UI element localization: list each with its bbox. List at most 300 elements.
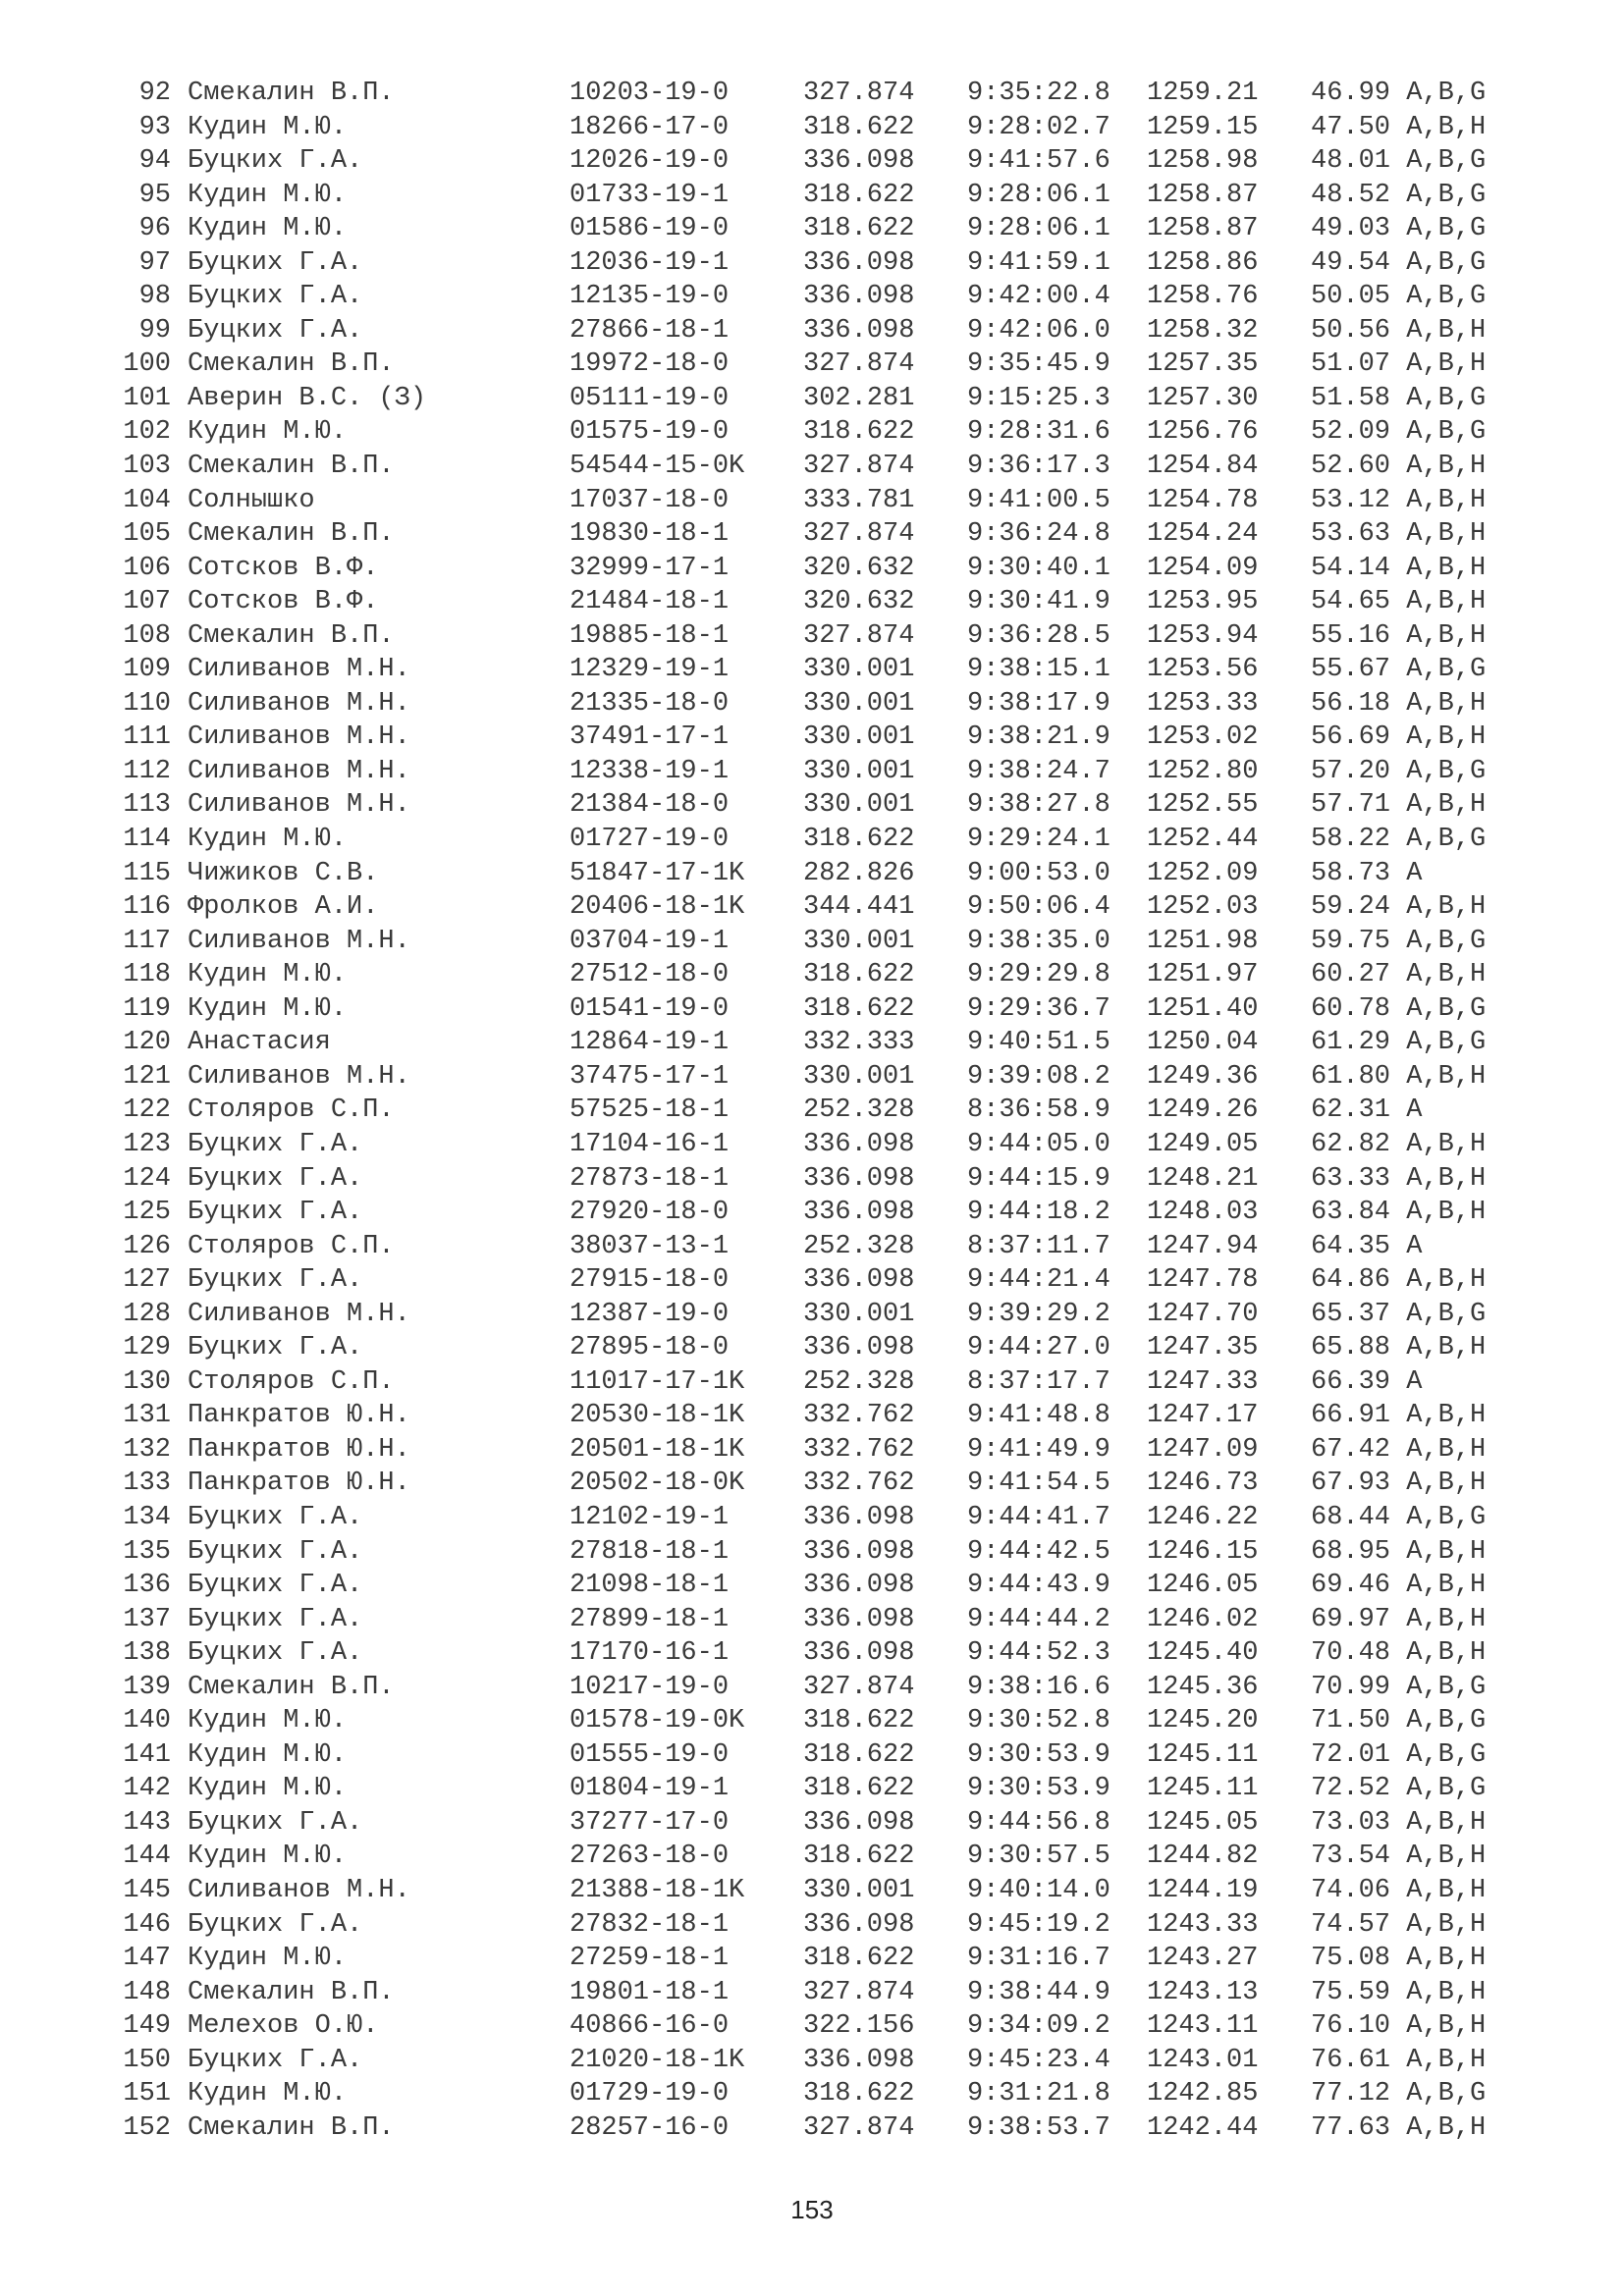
place-cell: 97 (138, 247, 171, 278)
table-row (0, 1467, 1624, 1501)
speed-cell: 1258.87 (1147, 180, 1259, 210)
table-row (0, 653, 1624, 687)
place-cell: 137 (123, 1604, 171, 1634)
table-row (0, 1840, 1624, 1874)
time-cell: 9:38:27.8 (967, 790, 1110, 821)
name-cell: Кудин М.Ю. (188, 417, 348, 448)
time-cell: 9:36:17.3 (967, 452, 1110, 482)
distance-cell: 327.874 (803, 349, 915, 380)
coefficient-cell: 65.88 A,B,H (1311, 1333, 1487, 1363)
time-cell: 9:35:22.8 (967, 79, 1110, 108)
coefficient-cell: 61.80 A,B,H (1311, 1061, 1487, 1092)
name-cell: Смекалин В.П. (188, 1672, 395, 1702)
speed-cell: 1258.76 (1147, 282, 1259, 312)
table-row (0, 1263, 1624, 1298)
place-cell: 106 (123, 553, 171, 583)
name-cell: Силиванов М.Н. (188, 1299, 410, 1329)
speed-cell: 1259.21 (1147, 79, 1259, 108)
place-cell: 123 (123, 1129, 171, 1159)
distance-cell: 327.874 (803, 452, 915, 482)
distance-cell: 327.874 (803, 1672, 915, 1702)
place-cell: 115 (123, 858, 171, 888)
coefficient-cell: 51.58 A,B,G (1311, 383, 1487, 413)
name-cell: Буцких Г.А. (188, 1807, 363, 1838)
place-cell: 136 (123, 1571, 171, 1601)
distance-cell: 336.098 (803, 1333, 915, 1363)
ring-cell: 01586-19-0 (569, 214, 730, 244)
name-cell: Кудин М.Ю. (188, 180, 348, 210)
place-cell: 102 (123, 417, 171, 448)
page-number: 153 (790, 2195, 834, 2224)
place-cell: 101 (123, 383, 171, 413)
distance-cell: 327.874 (803, 620, 915, 651)
distance-cell: 252.328 (803, 1231, 915, 1261)
name-cell: Силиванов М.Н. (188, 722, 410, 753)
ring-cell: 12387-19-0 (569, 1299, 730, 1329)
place-cell: 112 (123, 756, 171, 786)
time-cell: 9:00:53.0 (967, 858, 1110, 888)
speed-cell: 1246.22 (1147, 1502, 1259, 1532)
time-cell: 9:30:41.9 (967, 587, 1110, 617)
ring-cell: 17104-16-1 (569, 1129, 730, 1159)
coefficient-cell: 74.57 A,B,H (1311, 1909, 1487, 1940)
coefficient-cell: 55.67 A,B,G (1311, 655, 1487, 685)
speed-cell: 1245.11 (1147, 1739, 1259, 1770)
name-cell: Буцких Г.А. (188, 1638, 363, 1669)
ring-cell: 17170-16-1 (569, 1638, 730, 1669)
ring-cell: 21484-18-1 (569, 587, 730, 617)
ring-cell: 05111-19-0 (569, 383, 730, 413)
place-cell: 119 (123, 993, 171, 1024)
name-cell: Буцких Г.А. (188, 2045, 363, 2075)
table-row (0, 1704, 1624, 1738)
place-cell: 128 (123, 1299, 171, 1329)
name-cell: Буцких Г.А. (188, 1163, 363, 1194)
coefficient-cell: 47.50 A,B,H (1311, 112, 1487, 142)
table-row (0, 1094, 1624, 1128)
speed-cell: 1254.09 (1147, 553, 1259, 583)
name-cell: Сотсков В.Ф. (188, 587, 379, 617)
table-row (0, 619, 1624, 654)
coefficient-cell: 66.91 A,B,H (1311, 1401, 1487, 1431)
time-cell: 9:44:18.2 (967, 1198, 1110, 1228)
name-cell: Буцких Г.А. (188, 1333, 363, 1363)
time-cell: 9:29:29.8 (967, 960, 1110, 990)
time-cell: 9:44:21.4 (967, 1265, 1110, 1296)
place-cell: 133 (123, 1468, 171, 1499)
name-cell: Смекалин В.П. (188, 452, 395, 482)
table-row (0, 721, 1624, 755)
distance-cell: 327.874 (803, 1977, 915, 2007)
coefficient-cell: 71.50 A,B,G (1311, 1706, 1487, 1736)
time-cell: 9:35:45.9 (967, 349, 1110, 380)
place-cell: 139 (123, 1672, 171, 1702)
coefficient-cell: 73.03 A,B,H (1311, 1807, 1487, 1838)
time-cell: 9:30:40.1 (967, 553, 1110, 583)
speed-cell: 1258.86 (1147, 247, 1259, 278)
distance-cell: 336.098 (803, 1265, 915, 1296)
time-cell: 9:38:35.0 (967, 926, 1110, 956)
place-cell: 94 (138, 146, 171, 177)
table-row (0, 687, 1624, 721)
name-cell: Смекалин В.П. (188, 349, 395, 380)
speed-cell: 1242.85 (1147, 2079, 1259, 2109)
ring-cell: 21384-18-0 (569, 790, 730, 821)
coefficient-cell: 72.52 A,B,G (1311, 1774, 1487, 1804)
ring-cell: 37491-17-1 (569, 722, 730, 753)
ring-cell: 01729-19-0 (569, 2079, 730, 2109)
ring-cell: 40866-16-0 (569, 2011, 730, 2042)
speed-cell: 1254.24 (1147, 519, 1259, 550)
distance-cell: 327.874 (803, 519, 915, 550)
distance-cell: 282.826 (803, 858, 915, 888)
coefficient-cell: 48.01 A,B,G (1311, 146, 1487, 177)
ring-cell: 10217-19-0 (569, 1672, 730, 1702)
place-cell: 99 (138, 315, 171, 346)
name-cell: Кудин М.Ю. (188, 1842, 348, 1872)
ring-cell: 11017-17-1K (569, 1366, 745, 1397)
table-row (0, 1501, 1624, 1535)
ring-cell: 51847-17-1K (569, 858, 745, 888)
time-cell: 9:44:56.8 (967, 1807, 1110, 1838)
coefficient-cell: 70.99 A,B,G (1311, 1672, 1487, 1702)
name-cell: Сотсков В.Ф. (188, 553, 379, 583)
speed-cell: 1253.33 (1147, 688, 1259, 719)
speed-cell: 1247.94 (1147, 1231, 1259, 1261)
place-cell: 138 (123, 1638, 171, 1669)
distance-cell: 320.632 (803, 587, 915, 617)
ring-cell: 37475-17-1 (569, 1061, 730, 1092)
coefficient-cell: 70.48 A,B,H (1311, 1638, 1487, 1669)
speed-cell: 1245.05 (1147, 1807, 1259, 1838)
distance-cell: 336.098 (803, 1807, 915, 1838)
time-cell: 9:42:00.4 (967, 282, 1110, 312)
speed-cell: 1247.78 (1147, 1265, 1259, 1296)
ring-cell: 01733-19-1 (569, 180, 730, 210)
name-cell: Кудин М.Ю. (188, 214, 348, 244)
name-cell: Буцких Г.А. (188, 1265, 363, 1296)
speed-cell: 1254.78 (1147, 485, 1259, 515)
coefficient-cell: 69.97 A,B,H (1311, 1604, 1487, 1634)
time-cell: 9:29:36.7 (967, 993, 1110, 1024)
name-cell: Столяров С.П. (188, 1366, 395, 1397)
speed-cell: 1249.26 (1147, 1095, 1259, 1126)
ring-cell: 01541-19-0 (569, 993, 730, 1024)
distance-cell: 318.622 (803, 1944, 915, 1974)
coefficient-cell: 60.27 A,B,H (1311, 960, 1487, 990)
ring-cell: 27920-18-0 (569, 1198, 730, 1228)
coefficient-cell: 75.59 A,B,H (1311, 1977, 1487, 2007)
place-cell: 98 (138, 282, 171, 312)
distance-cell: 336.098 (803, 1163, 915, 1194)
speed-cell: 1251.40 (1147, 993, 1259, 1024)
place-cell: 93 (138, 112, 171, 142)
place-cell: 100 (123, 349, 171, 380)
table-row (0, 1942, 1624, 1976)
place-cell: 122 (123, 1095, 171, 1126)
name-cell: Панкратов Ю.Н. (188, 1401, 410, 1431)
coefficient-cell: 69.46 A,B,H (1311, 1571, 1487, 1601)
time-cell: 8:37:11.7 (967, 1231, 1110, 1261)
ring-cell: 19972-18-0 (569, 349, 730, 380)
ring-cell: 28257-16-0 (569, 2112, 730, 2143)
distance-cell: 330.001 (803, 1875, 915, 1905)
name-cell: Буцких Г.А. (188, 282, 363, 312)
time-cell: 9:45:23.4 (967, 2045, 1110, 2075)
table-row (0, 382, 1624, 416)
name-cell: Буцких Г.А. (188, 1604, 363, 1634)
name-cell: Буцких Г.А. (188, 1536, 363, 1567)
name-cell: Силиванов М.Н. (188, 655, 410, 685)
table-row (0, 1908, 1624, 1943)
name-cell: Панкратов Ю.Н. (188, 1434, 410, 1465)
time-cell: 9:44:43.9 (967, 1571, 1110, 1601)
time-cell: 9:40:14.0 (967, 1875, 1110, 1905)
table-row (0, 415, 1624, 450)
speed-cell: 1252.09 (1147, 858, 1259, 888)
speed-cell: 1245.40 (1147, 1638, 1259, 1669)
name-cell: Аверин В.С. (З) (188, 383, 427, 413)
ring-cell: 20406-18-1K (569, 892, 745, 923)
speed-cell: 1259.15 (1147, 112, 1259, 142)
coefficient-cell: 56.18 A,B,H (1311, 688, 1487, 719)
speed-cell: 1258.32 (1147, 315, 1259, 346)
distance-cell: 318.622 (803, 1774, 915, 1804)
time-cell: 9:39:29.2 (967, 1299, 1110, 1329)
table-row (0, 890, 1624, 925)
coefficient-cell: 55.16 A,B,H (1311, 620, 1487, 651)
ring-cell: 01804-19-1 (569, 1774, 730, 1804)
name-cell: Буцких Г.А. (188, 146, 363, 177)
name-cell: Кудин М.Ю. (188, 1739, 348, 1770)
time-cell: 9:31:16.7 (967, 1944, 1110, 1974)
distance-cell: 318.622 (803, 112, 915, 142)
speed-cell: 1253.95 (1147, 587, 1259, 617)
place-cell: 120 (123, 1028, 171, 1058)
place-cell: 124 (123, 1163, 171, 1194)
distance-cell: 330.001 (803, 655, 915, 685)
time-cell: 9:42:06.0 (967, 315, 1110, 346)
table-row (0, 1569, 1624, 1603)
place-cell: 135 (123, 1536, 171, 1567)
table-row (0, 1772, 1624, 1806)
ring-cell: 01578-19-0K (569, 1706, 745, 1736)
speed-cell: 1249.36 (1147, 1061, 1259, 1092)
place-cell: 152 (123, 2112, 171, 2143)
distance-cell: 336.098 (803, 2045, 915, 2075)
time-cell: 8:36:58.9 (967, 1095, 1110, 1126)
distance-cell: 336.098 (803, 1909, 915, 1940)
time-cell: 9:45:19.2 (967, 1909, 1110, 1940)
time-cell: 9:38:44.9 (967, 1977, 1110, 2007)
distance-cell: 327.874 (803, 79, 915, 108)
table-row (0, 1399, 1624, 1433)
time-cell: 9:44:52.3 (967, 1638, 1110, 1669)
distance-cell: 252.328 (803, 1366, 915, 1397)
distance-cell: 252.328 (803, 1095, 915, 1126)
coefficient-cell: 53.63 A,B,H (1311, 519, 1487, 550)
coefficient-cell: 53.12 A,B,H (1311, 485, 1487, 515)
speed-cell: 1244.19 (1147, 1875, 1259, 1905)
table-row (0, 111, 1624, 145)
coefficient-cell: 54.14 A,B,H (1311, 553, 1487, 583)
table-row (0, 958, 1624, 992)
ring-cell: 27263-18-0 (569, 1842, 730, 1872)
time-cell: 9:40:51.5 (967, 1028, 1110, 1058)
time-cell: 9:39:08.2 (967, 1061, 1110, 1092)
time-cell: 9:44:42.5 (967, 1536, 1110, 1567)
table-row (0, 2009, 1624, 2044)
ring-cell: 12036-19-1 (569, 247, 730, 278)
coefficient-cell: 62.31 A (1311, 1095, 1423, 1126)
ring-cell: 27259-18-1 (569, 1944, 730, 1974)
ring-cell: 01575-19-0 (569, 417, 730, 448)
name-cell: Буцких Г.А. (188, 1571, 363, 1601)
distance-cell: 336.098 (803, 1571, 915, 1601)
table-row (0, 1128, 1624, 1162)
place-cell: 114 (123, 825, 171, 855)
table-row (0, 1060, 1624, 1095)
coefficient-cell: 54.65 A,B,H (1311, 587, 1487, 617)
distance-cell: 327.874 (803, 2112, 915, 2143)
distance-cell: 330.001 (803, 1299, 915, 1329)
ring-cell: 19830-18-1 (569, 519, 730, 550)
place-cell: 129 (123, 1333, 171, 1363)
time-cell: 9:34:09.2 (967, 2011, 1110, 2042)
time-cell: 8:37:17.7 (967, 1366, 1110, 1397)
ring-cell: 21335-18-0 (569, 688, 730, 719)
distance-cell: 336.098 (803, 1502, 915, 1532)
distance-cell: 322.156 (803, 2011, 915, 2042)
name-cell: Силиванов М.Н. (188, 790, 410, 821)
time-cell: 9:28:02.7 (967, 112, 1110, 142)
name-cell: Буцких Г.А. (188, 1909, 363, 1940)
place-cell: 134 (123, 1502, 171, 1532)
time-cell: 9:38:21.9 (967, 722, 1110, 753)
distance-cell: 332.333 (803, 1028, 915, 1058)
name-cell: Смекалин В.П. (188, 620, 395, 651)
speed-cell: 1243.13 (1147, 1977, 1259, 2007)
speed-cell: 1252.55 (1147, 790, 1259, 821)
distance-cell: 336.098 (803, 1198, 915, 1228)
table-row (0, 1603, 1624, 1637)
time-cell: 9:38:15.1 (967, 655, 1110, 685)
ring-cell: 12338-19-1 (569, 756, 730, 786)
place-cell: 149 (123, 2011, 171, 2042)
table-row (0, 1196, 1624, 1230)
distance-cell: 330.001 (803, 722, 915, 753)
distance-cell: 318.622 (803, 180, 915, 210)
speed-cell: 1247.35 (1147, 1333, 1259, 1363)
coefficient-cell: 59.75 A,B,G (1311, 926, 1487, 956)
ring-cell: 19801-18-1 (569, 1977, 730, 2007)
name-cell: Буцких Г.А. (188, 1502, 363, 1532)
table-row (0, 823, 1624, 857)
time-cell: 9:15:25.3 (967, 383, 1110, 413)
place-cell: 121 (123, 1061, 171, 1092)
speed-cell: 1242.44 (1147, 2112, 1259, 2143)
table-row (0, 1433, 1624, 1468)
ring-cell: 10203-19-0 (569, 79, 730, 108)
distance-cell: 344.441 (803, 892, 915, 923)
speed-cell: 1247.17 (1147, 1401, 1259, 1431)
name-cell: Силиванов М.Н. (188, 1875, 410, 1905)
coefficient-cell: 58.22 A,B,G (1311, 825, 1487, 855)
coefficient-cell: 67.42 A,B,H (1311, 1434, 1487, 1465)
place-cell: 126 (123, 1231, 171, 1261)
table-row (0, 179, 1624, 213)
coefficient-cell: 61.29 A,B,G (1311, 1028, 1487, 1058)
time-cell: 9:44:05.0 (967, 1129, 1110, 1159)
coefficient-cell: 56.69 A,B,H (1311, 722, 1487, 753)
table-row (0, 1976, 1624, 2010)
ring-cell: 27818-18-1 (569, 1536, 730, 1567)
table-row (0, 992, 1624, 1027)
place-cell: 151 (123, 2079, 171, 2109)
name-cell: Силиванов М.Н. (188, 926, 410, 956)
coefficient-cell: 50.56 A,B,H (1311, 315, 1487, 346)
place-cell: 95 (138, 180, 171, 210)
place-cell: 142 (123, 1774, 171, 1804)
distance-cell: 332.762 (803, 1401, 915, 1431)
time-cell: 9:29:24.1 (967, 825, 1110, 855)
ring-cell: 57525-18-1 (569, 1095, 730, 1126)
speed-cell: 1257.30 (1147, 383, 1259, 413)
time-cell: 9:38:17.9 (967, 688, 1110, 719)
ring-cell: 21098-18-1 (569, 1571, 730, 1601)
distance-cell: 336.098 (803, 1604, 915, 1634)
speed-cell: 1245.11 (1147, 1774, 1259, 1804)
coefficient-cell: 72.01 A,B,G (1311, 1739, 1487, 1770)
speed-cell: 1244.82 (1147, 1842, 1259, 1872)
table-row (0, 1162, 1624, 1197)
ring-cell: 27915-18-0 (569, 1265, 730, 1296)
speed-cell: 1254.84 (1147, 452, 1259, 482)
coefficient-cell: 46.99 A,B,G (1311, 79, 1487, 108)
distance-cell: 318.622 (803, 1739, 915, 1770)
table-row (0, 1298, 1624, 1332)
place-cell: 127 (123, 1265, 171, 1296)
ring-cell: 18266-17-0 (569, 112, 730, 142)
coefficient-cell: 74.06 A,B,H (1311, 1875, 1487, 1905)
name-cell: Буцких Г.А. (188, 247, 363, 278)
table-row (0, 2111, 1624, 2146)
time-cell: 9:41:54.5 (967, 1468, 1110, 1499)
coefficient-cell: 52.60 A,B,H (1311, 452, 1487, 482)
ring-cell: 12135-19-0 (569, 282, 730, 312)
speed-cell: 1257.35 (1147, 349, 1259, 380)
time-cell: 9:30:53.9 (967, 1774, 1110, 1804)
time-cell: 9:44:44.2 (967, 1604, 1110, 1634)
ring-cell: 01555-19-0 (569, 1739, 730, 1770)
coefficient-cell: 77.63 A,B,H (1311, 2112, 1487, 2143)
place-cell: 110 (123, 688, 171, 719)
table-row (0, 2044, 1624, 2078)
distance-cell: 318.622 (803, 2079, 915, 2109)
name-cell: Смекалин В.П. (188, 79, 395, 108)
coefficient-cell: 52.09 A,B,G (1311, 417, 1487, 448)
ring-cell: 12026-19-0 (569, 146, 730, 177)
place-cell: 108 (123, 620, 171, 651)
coefficient-cell: 51.07 A,B,H (1311, 349, 1487, 380)
place-cell: 117 (123, 926, 171, 956)
name-cell: Буцких Г.А. (188, 1129, 363, 1159)
coefficient-cell: 57.20 A,B,G (1311, 756, 1487, 786)
time-cell: 9:44:15.9 (967, 1163, 1110, 1194)
ring-cell: 27873-18-1 (569, 1163, 730, 1194)
place-cell: 92 (138, 79, 171, 108)
speed-cell: 1253.56 (1147, 655, 1259, 685)
